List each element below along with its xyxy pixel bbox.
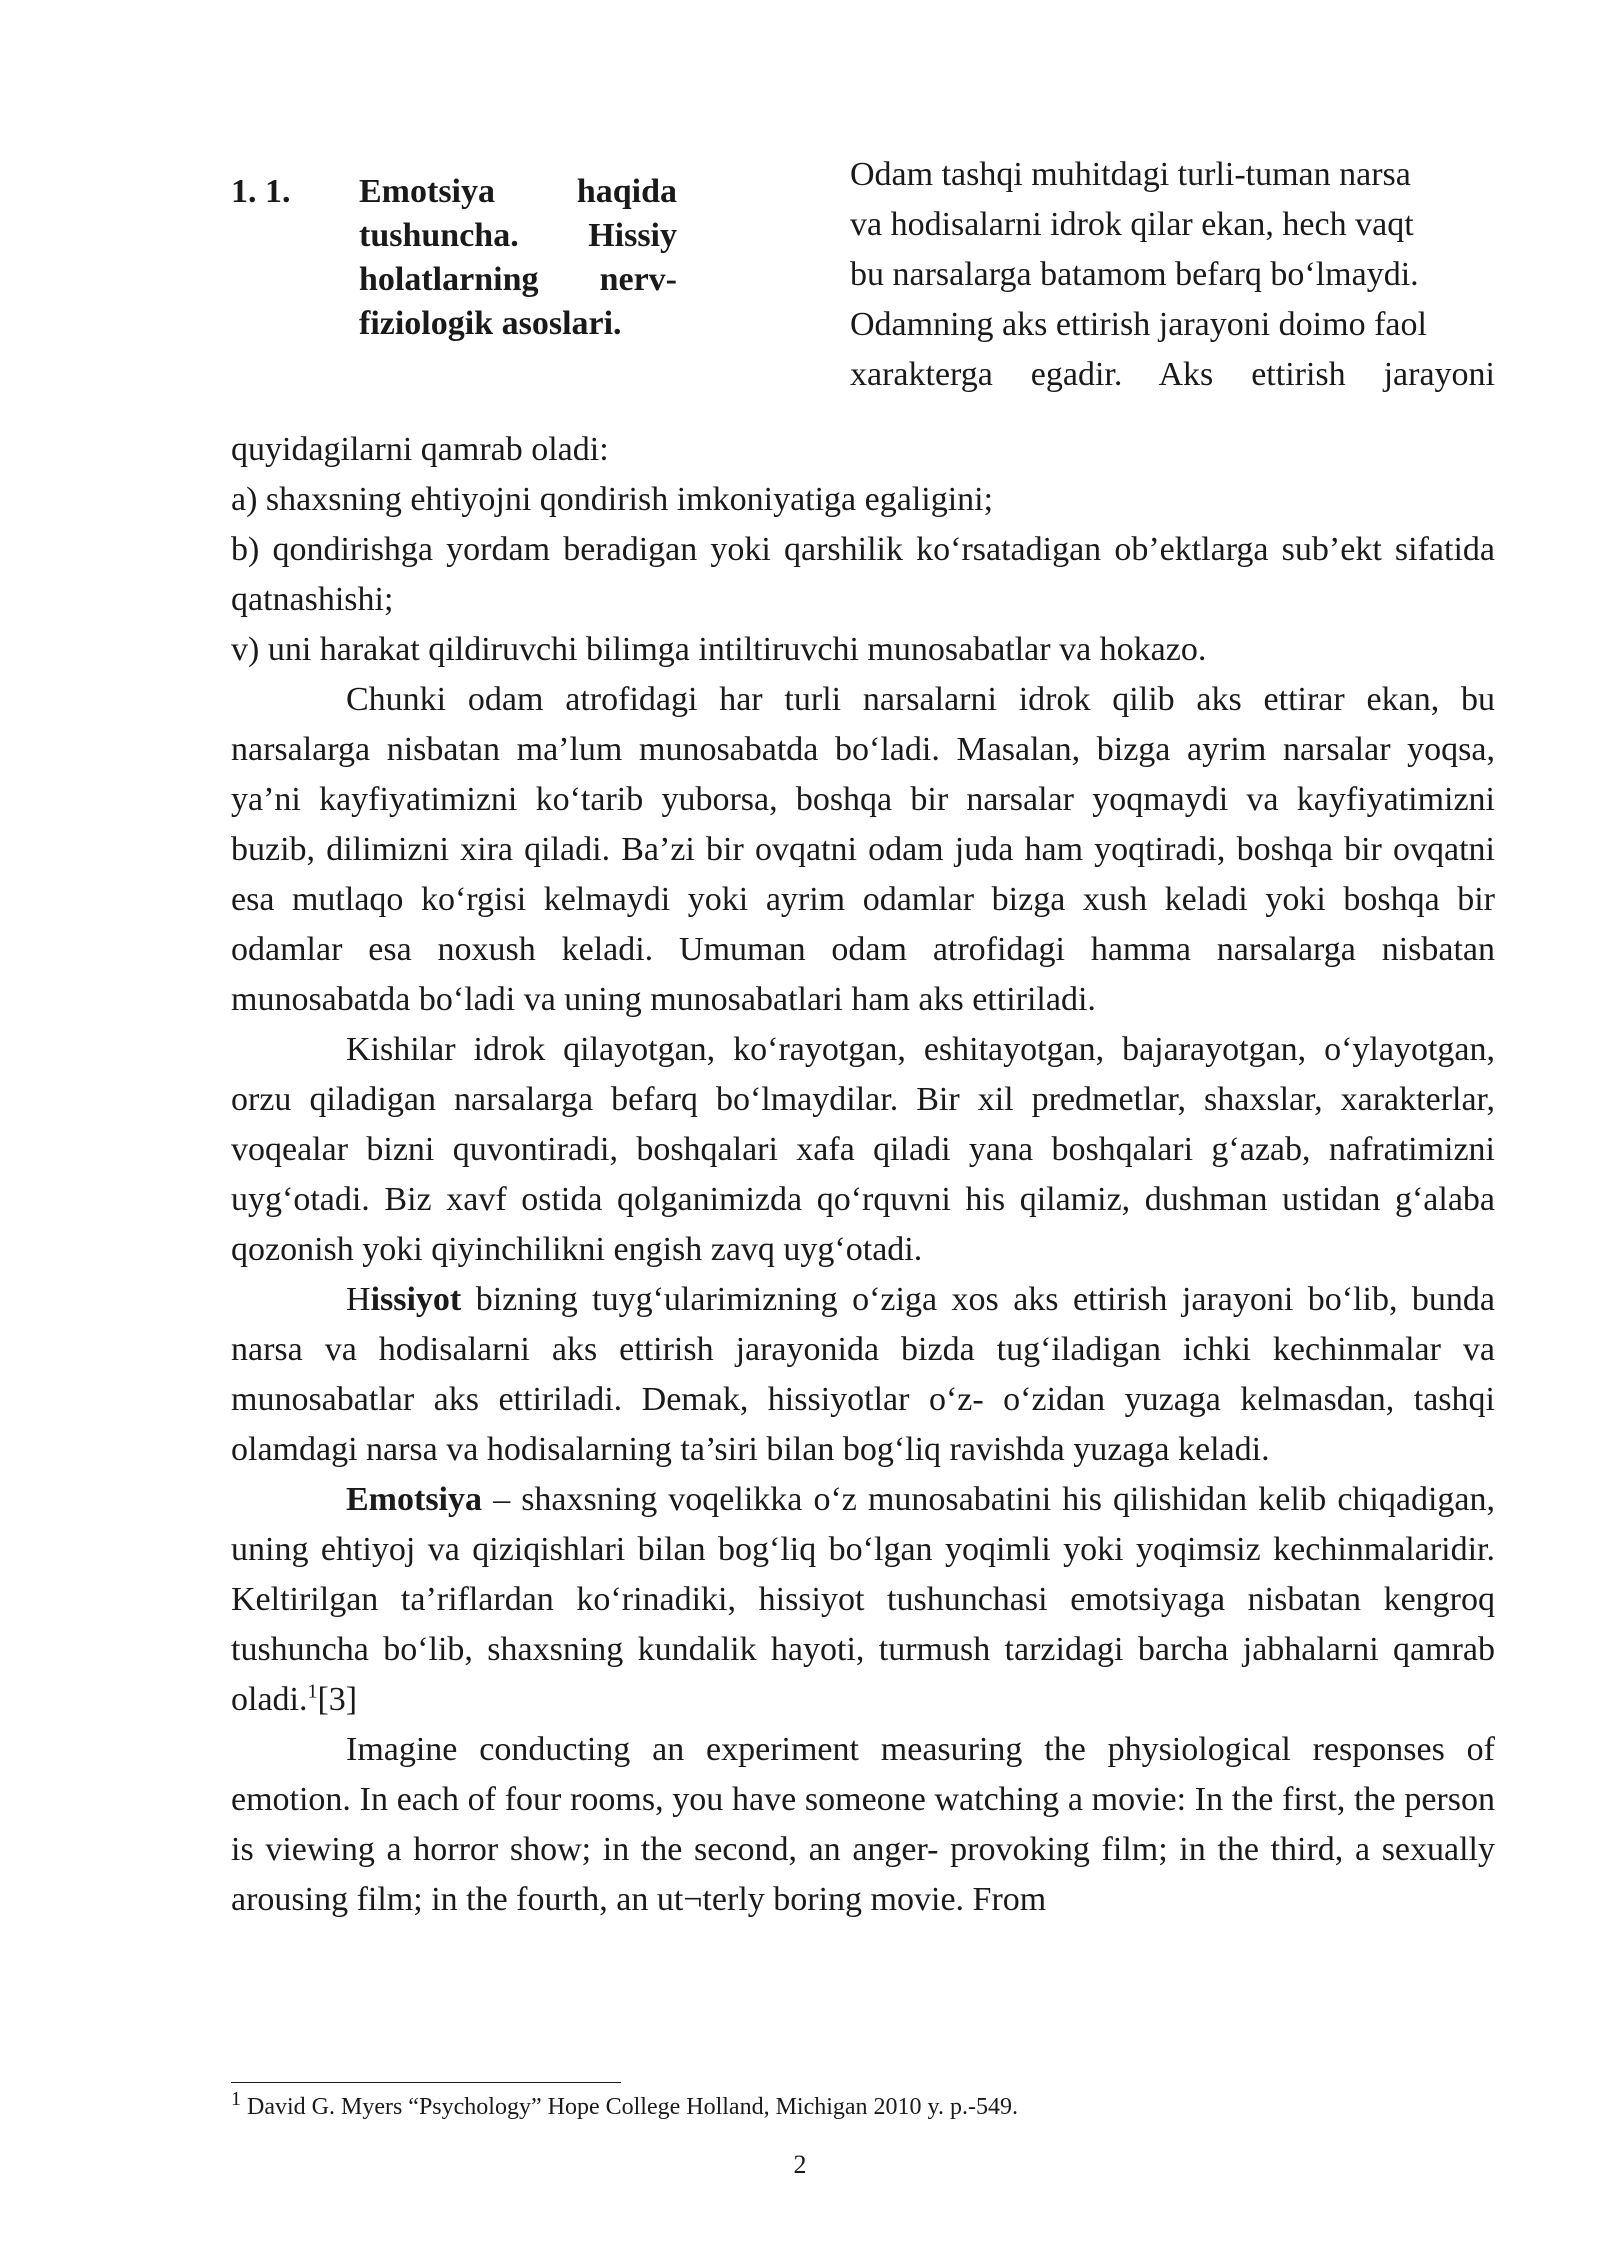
intro-continuation: quyidagilarni qamrab oladi: xyxy=(231,431,609,468)
paragraph-english: Imagine conducting an experiment measuring the physiological responses of emotion. In each of four rooms, you have someone watching a movie: In the first, the person is viewing a horror show; in the second, an anger- provoking film; in the third, a sexually arousing film; in the fourth, an ut¬terly boring movie. From xyxy=(231,1731,1495,1918)
footnote xyxy=(231,2090,1495,2124)
intro-line: Odamning aks ettirish jarayoni doimo faol xyxy=(850,306,1427,343)
page-number: 2 xyxy=(793,2150,807,2179)
paragraph-hissiyot xyxy=(231,1275,1495,1475)
paragraph-text: bizning tuyg‘ularimizning o‘ziga xos aks ettirish jarayoni bo‘lib, bunda narsa va hodisalarni aks ettirish jarayonida bizda tug‘iladigan ichki kechinmalar va munosabatlar aks ettiriladi. Demak, hissiyotlar o‘z- o‘zidan yuzaga kelmasdan, tashqi olamdagi narsa va hodisalarning ta’siri bilan bog‘liq ravishda yuzaga keladi. xyxy=(231,1281,1495,1468)
intro-line: xarakterga egadir. Aks ettirish jarayoni xyxy=(850,356,1495,393)
footnote-reference[interactable]: 1 xyxy=(307,1680,318,1703)
intro-text-column xyxy=(850,150,1495,400)
heading-row xyxy=(231,150,1495,425)
term-emotsiya: Emotsiya xyxy=(346,1481,482,1518)
paragraph-text: – shaxsning voqelikka o‘z munosabatini his qilishidan kelib chiqadigan, uning ehtiyoj va qiziqishlari bilan bog‘liq bo‘lgan yoqimli yoki yoqimsiz kechinmalaridir. Keltirilgan ta’riflardan ko‘rinadiki, hissiyot tushunchasi emotsiyaga nisbatan kengroq tushuncha bo‘lib, shaxsning kundalik hayoti, turmush tarzidagi barcha jabhalarni qamrab oladi. xyxy=(231,1481,1495,1718)
intro-line: va hodisalarni idrok qilar ekan, hech vaqt xyxy=(850,206,1414,243)
footnote-divider xyxy=(231,2082,621,2083)
intro-line: bu narsalarga batamom befarq bo‘lmaydi. xyxy=(850,256,1419,293)
footnote-mark: 1 xyxy=(231,2088,241,2110)
list-item-v: v) uni harakat qildiruvchi bilimga intiltiruvchi munosabatlar va hokazo. xyxy=(231,631,1207,668)
section-title: Emotsiya haqida tushuncha. Hissiy holatlarning nerv-fiziologik asoslari. xyxy=(359,173,677,342)
term-initial: H xyxy=(346,1281,371,1318)
section-number: 1. 1. xyxy=(231,173,291,210)
footnote-text: David G. Myers “Psychology” Hope College Holland, Michigan 2010 y. p.-549. xyxy=(241,2094,1018,2120)
citation: [3] xyxy=(317,1681,358,1718)
term-hissiyot: issiyot xyxy=(370,1281,462,1318)
paragraph-emotsiya xyxy=(231,1475,1495,1725)
page-body xyxy=(231,150,1495,1925)
list-item-a: a) shaxsning ehtiyojni qondirish imkoniyatiga egaligini; xyxy=(231,481,994,518)
paragraph: Chunki odam atrofidagi har turli narsalarni idrok qilib aks ettirar ekan, bu narsalarga nisbatan ma’lum munosabatda bo‘ladi. Masalan, bizga ayrim narsalar yoqsa, ya’ni kayfiyatimizni ko‘tarib yuborsa, boshqa bir narsalar yoqmaydi va kayfiyatimizni buzib, dilimizni xira qiladi. Ba’zi bir ovqatni odam juda ham yoqtiradi, boshqa bir ovqatni esa mutlaqo ko‘rgisi kelmaydi yoki ayrim odamlar bizga xush keladi yoki boshqa bir odamlar esa noxush keladi. Umuman odam atrofidagi hamma narsalarga nisbatan munosabatda bo‘ladi va uning munosabatlari ham aks ettiriladi. xyxy=(231,681,1495,1018)
list-item-b: b) qondirishga yordam beradigan yoki qarshilik ko‘rsatadigan ob’ektlarga sub’ekt sifatida qatnashishi; xyxy=(231,531,1495,618)
paragraph: Kishilar idrok qilayotgan, ko‘rayotgan, eshitayotgan, bajarayotgan, o‘ylayotgan, orzu qiladigan narsalarga befarq bo‘lmaydilar. Bir xil predmetlar, shaxslar, xarakterlar, voqealar bizni quvontiradi, boshqalari xafa qiladi yana boshqalari g‘azab, nafratimizni uyg‘otadi. Biz xavf ostida qolganimizda qo‘rquvni his qilamiz, dushman ustidan g‘alaba qozonish yoki qiyinchilikni engish zavq uyg‘otadi. xyxy=(231,1031,1495,1268)
section-heading xyxy=(231,170,677,346)
intro-line: Odam tashqi muhitdagi turli-tuman narsa xyxy=(850,156,1411,193)
